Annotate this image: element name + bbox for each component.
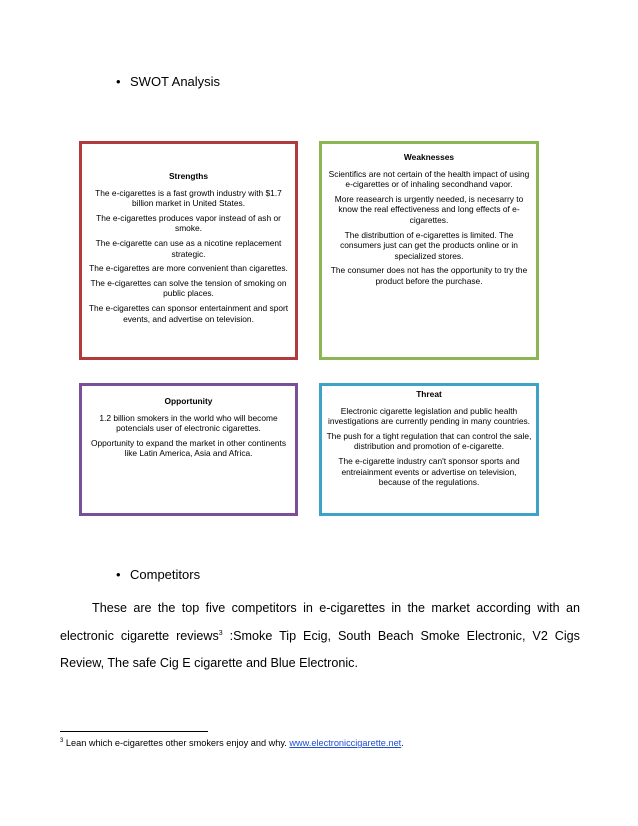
strengths-box xyxy=(79,141,298,360)
footnote-number: 3 xyxy=(60,737,64,744)
weaknesses-title: Weaknesses xyxy=(403,152,455,162)
strengths-item: The e-cigarettes are more convenient than cigarettes. xyxy=(89,263,288,274)
opportunity-item: 1.2 billion smokers in the world who will become potencials user of electronic cigarettes. xyxy=(99,412,278,434)
competitors-heading: Competitors xyxy=(130,567,201,582)
threat-item: The push for a tight regulation that can control the sale, distribution and promotion of e-cigarette. xyxy=(326,430,532,452)
paragraph-text-continued: :Smoke Tip Ecig, South Beach Smoke Electronic, V2 Cigs Review, The safe Cig E cigarette and Blue Electronic. xyxy=(60,628,580,670)
threat-item: The e-cigarette industry can't sponsor sports and entreiainment events or advertise on television, because of the regulations. xyxy=(338,455,520,488)
footnote-separator xyxy=(60,731,208,732)
footnote-reference: 3 xyxy=(218,629,223,637)
threat-box xyxy=(319,383,539,516)
weaknesses-item: More reasearch is urgently needed, is necesarry to know the real effectiveness and long effects of e-cigarettes. xyxy=(334,193,524,225)
opportunity-box xyxy=(79,383,298,516)
strengths-title: Strengths xyxy=(168,171,209,181)
weaknesses-item: The consumer does not has the opportunity to try the product before the purchase. xyxy=(330,265,528,286)
footnote-link[interactable]: www.electroniccigarette.net xyxy=(289,738,402,748)
threat-item: Electronic cigarette legislation and public health investigations are currently pending in many countries. xyxy=(327,405,531,427)
strengths-item: The e-cigarettes can sponsor entertainment and sport events, and advertise on television. xyxy=(88,302,289,324)
paragraph-text: These are the top five competitors in e-cigarettes in the market according with an electronic cigarette reviews xyxy=(60,601,580,643)
swot-heading: SWOT Analysis xyxy=(130,74,221,89)
strengths-item: The e-cigarettes is a fast growth industry with $1.7 billion market in United States. xyxy=(95,187,282,209)
strengths-item: The e-cigarettes can solve the tension of smoking on public places. xyxy=(90,277,287,299)
weaknesses-box xyxy=(319,141,539,360)
strengths-item: The e-cigarette can use as a nicotine replacement strategic. xyxy=(95,237,282,259)
bullet-symbol: • xyxy=(116,74,121,89)
opportunity-item: Opportunity to expand the market in other continents like Latin America, Asia and Africa. xyxy=(90,437,287,459)
opportunity-title: Opportunity xyxy=(164,396,213,406)
bullet-symbol: • xyxy=(116,567,121,582)
weaknesses-item: Scientifics are not certain of the health impact of using e-cigarettes or of inhaling secondhand vapor. xyxy=(328,168,530,190)
weaknesses-item: The distributtion of e-cigarettes is limited. The consumers just can get the products online or in specialized stores. xyxy=(340,229,518,261)
footnote xyxy=(60,737,580,749)
footnote-trailing: . xyxy=(401,738,404,748)
competitors-paragraph xyxy=(60,595,580,678)
footnote-text: Lean which e-cigarettes other smokers enjoy and why. xyxy=(63,738,290,748)
strengths-item: The e-cigarettes produces vapor instead of ash or smoke. xyxy=(96,212,281,234)
threat-title: Threat xyxy=(416,389,442,399)
